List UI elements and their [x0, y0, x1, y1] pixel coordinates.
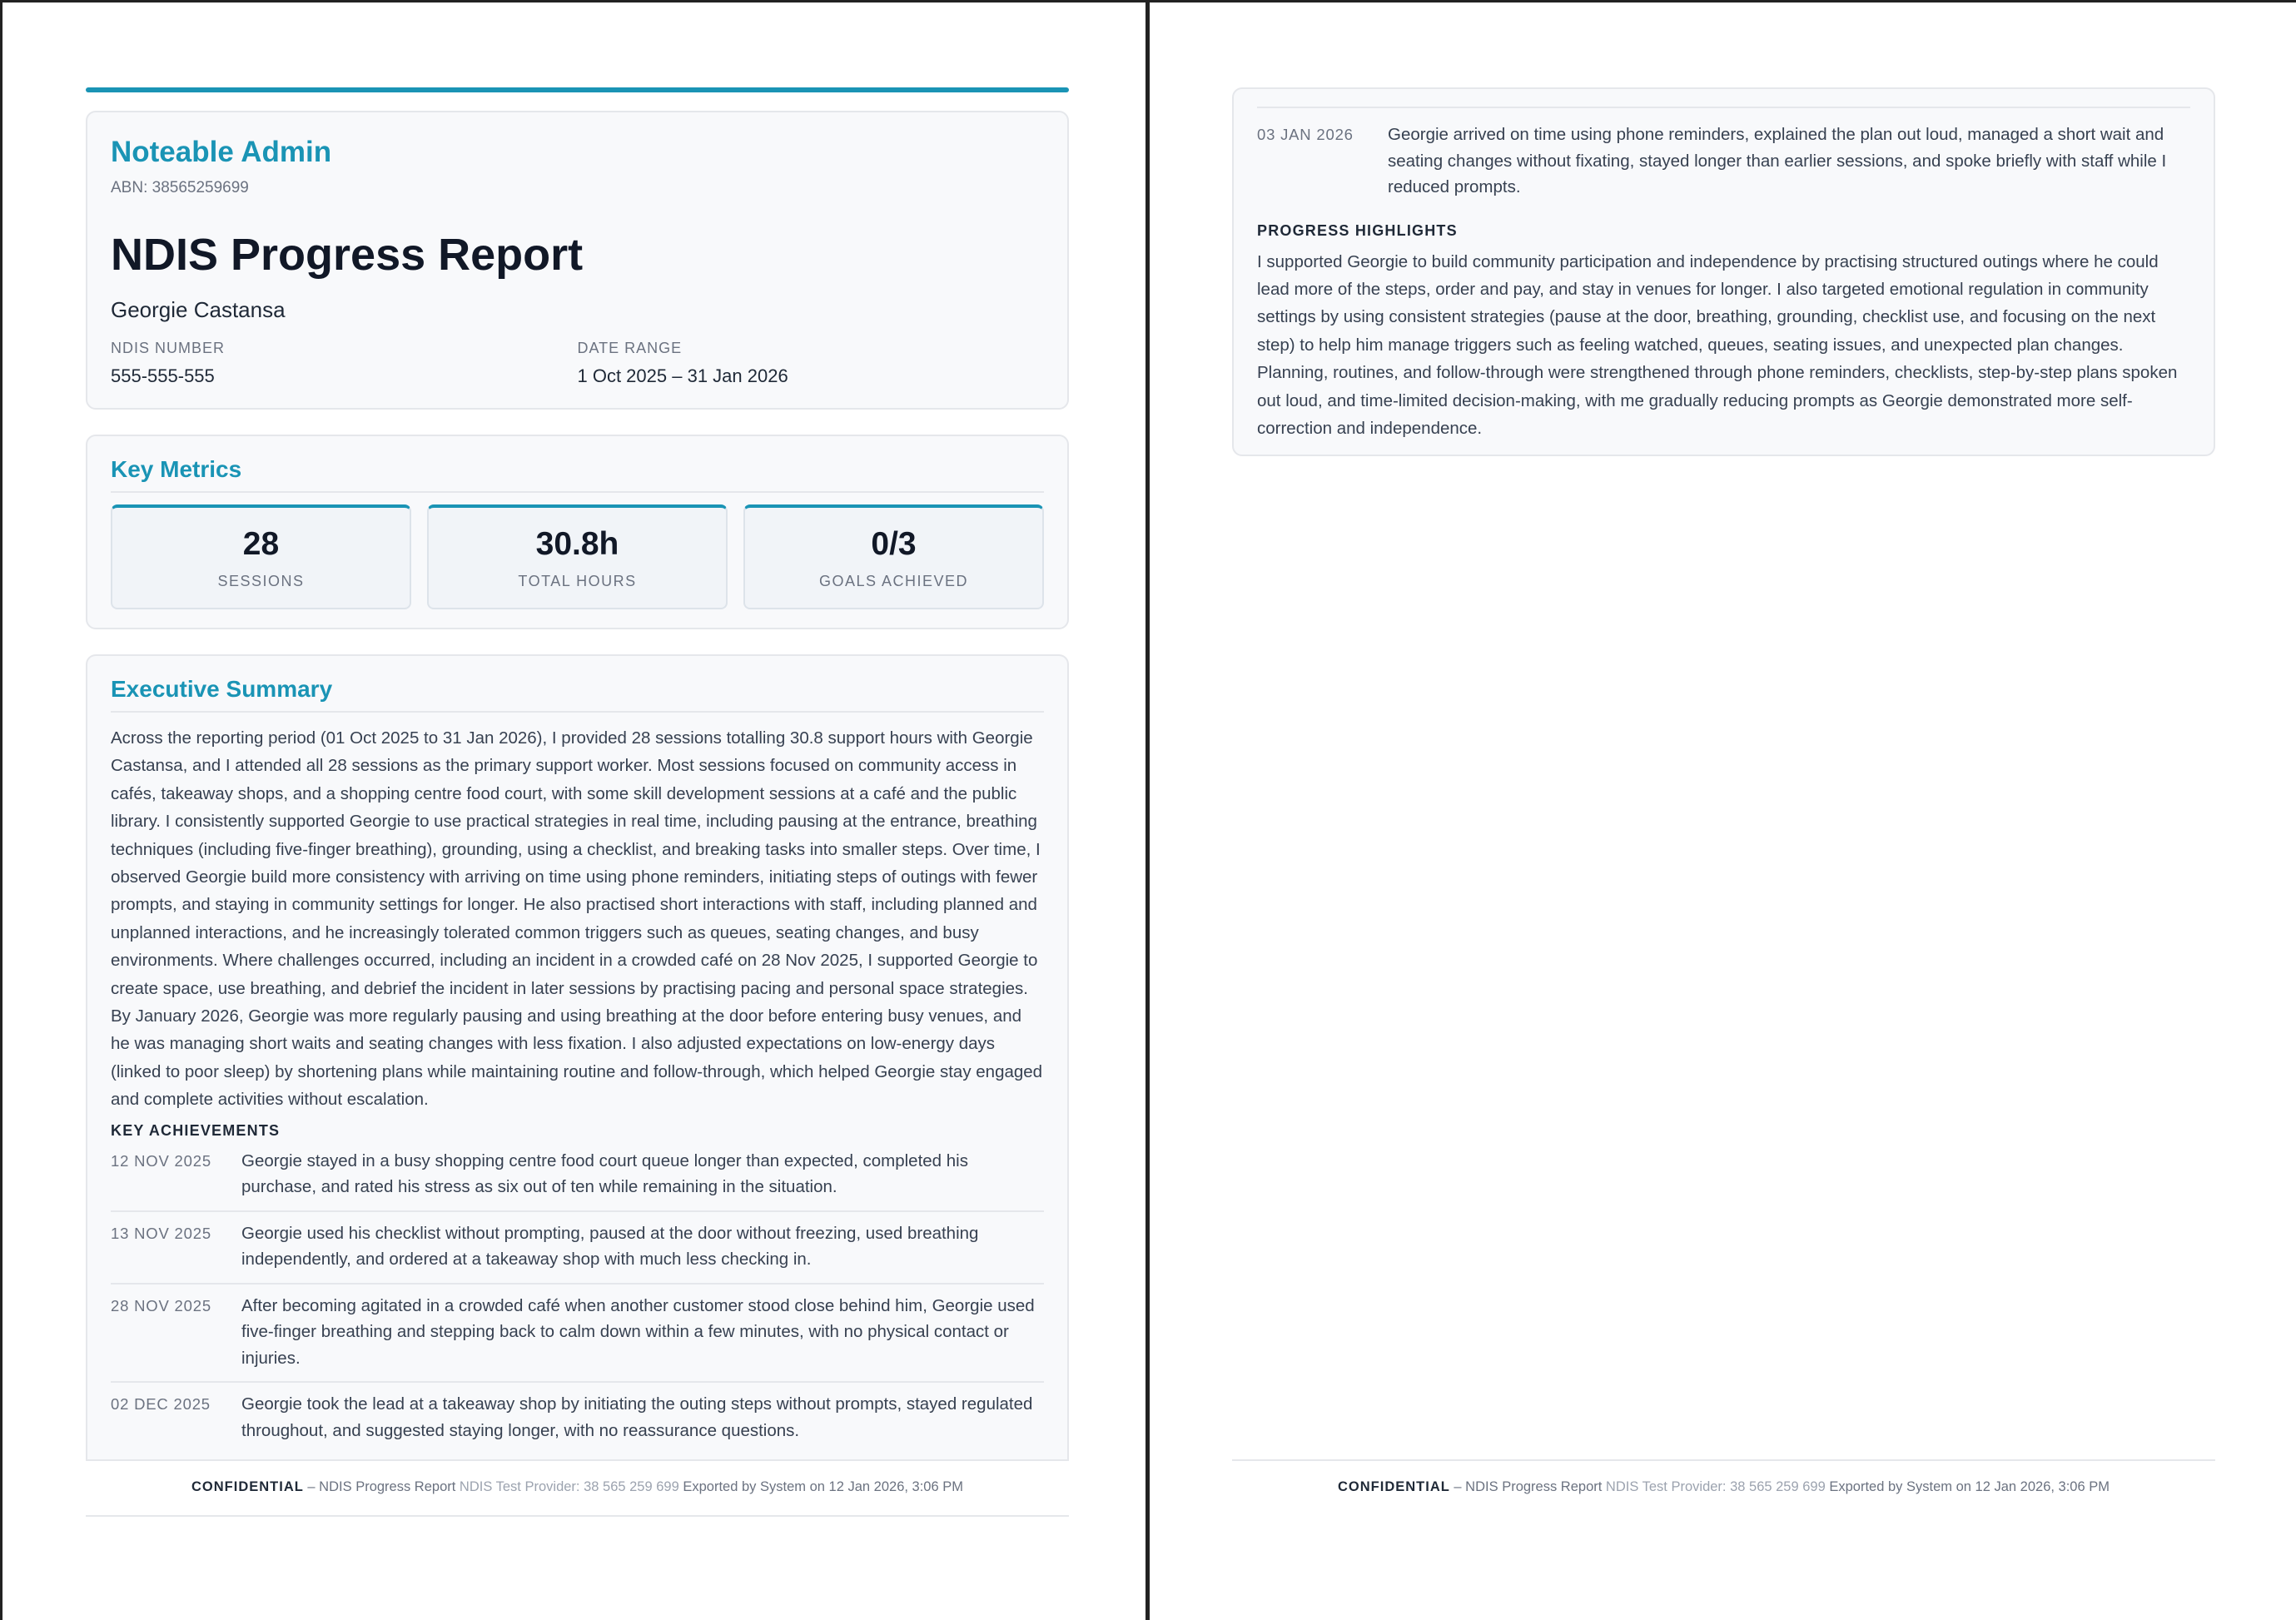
- confidential-label: CONFIDENTIAL: [1338, 1479, 1450, 1494]
- confidential-label: CONFIDENTIAL: [191, 1479, 304, 1494]
- ndis-number-label: NDIS NUMBER: [111, 340, 226, 356]
- achievements-list: [111, 1140, 1044, 1454]
- participant-name: Georgie Castansa: [111, 297, 286, 322]
- achievement-date: 03 JAN 2026: [1257, 126, 1354, 143]
- footer-bottom-divider: [86, 1515, 1069, 1517]
- list-item: [111, 1212, 1044, 1285]
- footer-provider: NDIS Test Provider: 38 565 259 699: [459, 1479, 679, 1494]
- metric-label: TOTAL HOURS: [518, 573, 637, 589]
- metric-sessions: [111, 504, 411, 609]
- list-item: [1257, 108, 2190, 211]
- footer-divider: [1232, 1459, 2215, 1461]
- metric-label: SESSIONS: [217, 573, 305, 589]
- progress-highlights-text: I supported Georgie to build community participation and independence by practising structured outings where he could lead more of the steps, order and pay, and stay in venues for longer. I also targeted emotional regulation in community settings by using consistent strategies (pause at the door, breathing, grounding, checklist use, and focusing on the next step) to help him manage triggers such as feeling watched, queues, seating issues, and unexpected plan changes. Planning, routines, and follow-through were strengthened through phone reminders, checklists, step-by-step plans spoken out loud, and time-limited decision-making, with me gradually reducing prompts as Georgie demonstrated more self-correction and independence.: [1257, 251, 2178, 438]
- list-item: [111, 1140, 1044, 1212]
- list-item: [111, 1383, 1044, 1454]
- org-name: Noteable Admin: [111, 136, 332, 168]
- metric-value: 0/3: [871, 526, 917, 562]
- executive-summary-heading: Executive Summary: [111, 676, 1044, 713]
- achievement-text: Georgie arrived on time using phone reminders, explained the plan out loud, managed a short wait and seating changes without fixating, stayed longer than earlier sessions, and spoke briefly with staff while I reduced prompts.: [1388, 125, 2167, 196]
- achievement-text: Georgie stayed in a busy shopping centre food court queue longer than expected, completed his purchase, and rated his stress as six out of ten while remaining in the situation.: [241, 1150, 968, 1197]
- page-2: [1148, 0, 2296, 1620]
- metric-goals-achieved: [743, 504, 1044, 609]
- achievement-date: 28 NOV 2025: [111, 1296, 211, 1314]
- continued-card: [1232, 87, 2215, 456]
- footer-exported: Exported by System on 12 Jan 2026, 3:06 PM: [1829, 1479, 2110, 1494]
- executive-summary-card: [86, 654, 1069, 1461]
- footer-report: – NDIS Progress Report: [1454, 1479, 1603, 1494]
- abn: ABN: 38565259699: [111, 179, 249, 196]
- ndis-number: 555-555-555: [111, 365, 215, 386]
- footer-divider: [86, 1459, 1069, 1461]
- footer: [1232, 1479, 2215, 1495]
- header-card: [86, 111, 1069, 410]
- achievement-text: Georgie used his checklist without prompting, paused at the door without freezing, used breathing independently, and ordered at a takeaway shop with much less checking in.: [241, 1223, 979, 1270]
- metric-total-hours: [427, 504, 728, 609]
- footer: [86, 1479, 1069, 1495]
- executive-summary-text: Across the reporting period (01 Oct 2025 to 31 Jan 2026), I provided 28 sessions totalling 30.8 support hours with Georgie Castansa, and I attended all 28 sessions as the primary support worker. Most sessions focused on community access in cafés, takeaway shops, and a shopping centre food court, with some skill development sessions at a café and the public library. I consistently supported Georgie to use practical strategies in real time, including pausing at the entrance, breathing techniques (including five-finger breathing), grounding, using a checklist, and breaking tasks into smaller steps. Over time, I observed Georgie build more consistency with arriving on time using phone reminders, initiating steps of outings with fewer prompts, and staying in community settings for longer. He also practised short interactions with staff, including planned and unplanned interactions, and he increasingly tolerated common triggers such as queues, seating changes, and busy environments. Where challenges occurred, including an incident in a crowded café on 28 Nov 2025, I supported Georgie to create space, use breathing, and debrief the incident in later sessions by practising pacing and personal space strategies. By January 2026, Georgie was more regularly pausing and using breathing at the door before entering busy venues, and he was managing short waits and seating changes with less fixation. I also adjusted expectations on low-energy days (linked to poor sleep) by shortening plans while maintaining routine and follow-through, which helped Georgie stay engaged and complete activities without escalation.: [111, 728, 1043, 1110]
- progress-highlights-heading: PROGRESS HIGHLIGHTS: [1257, 221, 1458, 239]
- achievement-text: After becoming agitated in a crowded café when another customer stood close behind him, Georgie used five-finger breathing and stepping back to calm down within a few minutes, with no physical contact or injuries.: [241, 1295, 1035, 1368]
- footer-provider: NDIS Test Provider: 38 565 259 699: [1605, 1479, 1826, 1494]
- achievement-date: 12 NOV 2025: [111, 1151, 211, 1170]
- achievement-date: 02 DEC 2025: [111, 1395, 211, 1414]
- key-metrics-card: [86, 435, 1069, 629]
- date-range: 1 Oct 2025 – 31 Jan 2026: [577, 365, 788, 386]
- footer-exported: Exported by System on 12 Jan 2026, 3:06 PM: [683, 1479, 963, 1494]
- metric-value: 30.8h: [535, 526, 619, 562]
- metric-value: 28: [242, 526, 280, 562]
- list-item: [111, 1285, 1044, 1384]
- key-achievements-heading: KEY ACHIEVEMENTS: [111, 1121, 281, 1139]
- metric-label: GOALS ACHIEVED: [818, 573, 969, 589]
- date-range-label: DATE RANGE: [577, 340, 683, 356]
- page-title: NDIS Progress Report: [111, 230, 584, 280]
- achievement-text: Georgie took the lead at a takeaway shop by initiating the outing steps without prompts, stayed regulated throughout, and suggested staying longer, with no reassurance questions.: [241, 1394, 1033, 1440]
- key-metrics-heading: Key Metrics: [111, 456, 1044, 493]
- achievement-date: 13 NOV 2025: [111, 1224, 211, 1242]
- footer-report: – NDIS Progress Report: [307, 1479, 456, 1494]
- accent-bar: [86, 87, 1069, 92]
